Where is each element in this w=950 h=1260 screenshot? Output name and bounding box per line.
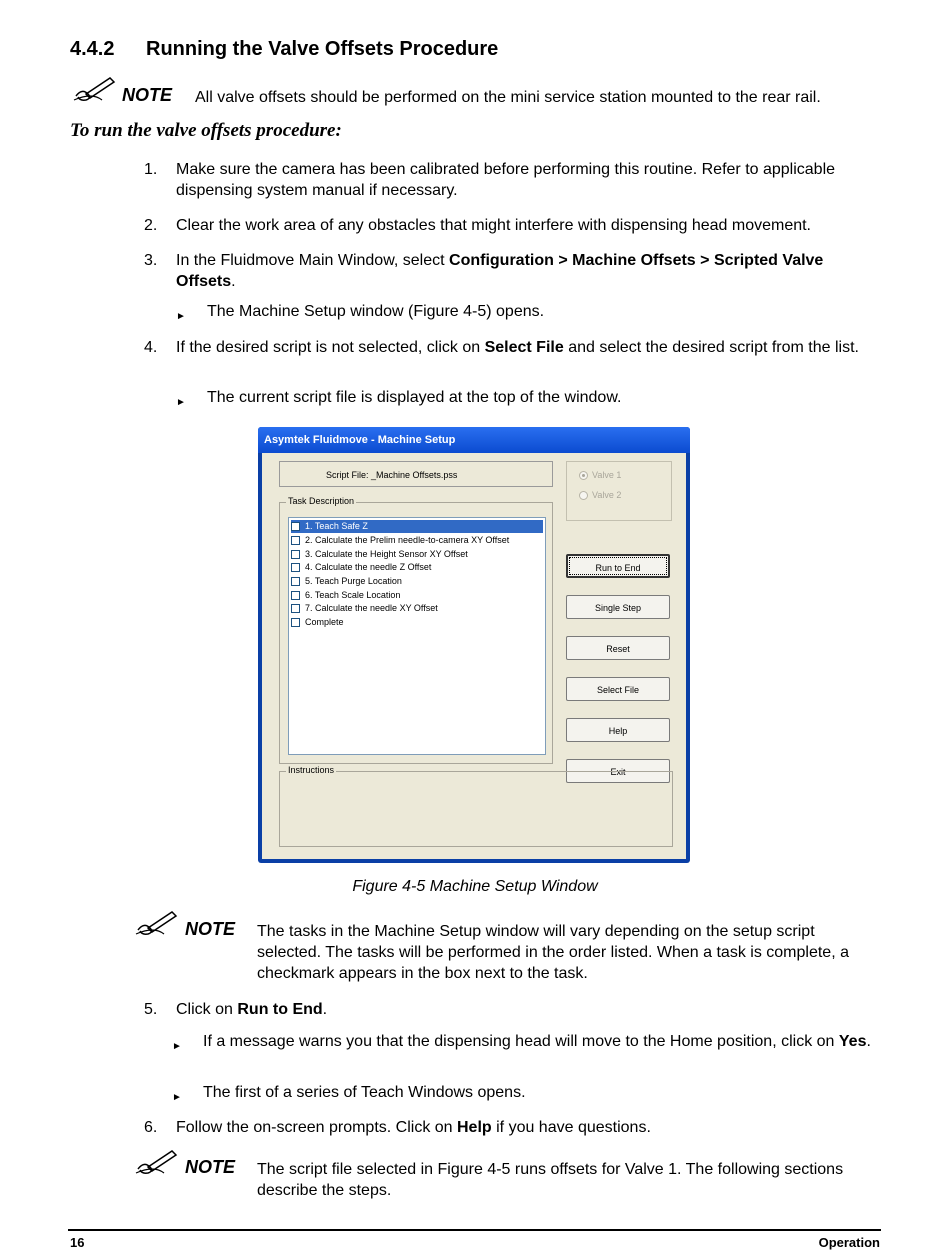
valve-1-label: Valve 1 [592,470,622,480]
task-label: Complete [305,617,344,627]
step-text-part: In the Fluidmove Main Window, select [176,252,450,269]
task-label: 1. Teach Safe Z [305,521,368,531]
step-number: 2. [144,217,158,234]
task-list[interactable] [288,517,546,755]
note-pencil-icon [72,74,118,104]
machine-setup-window [258,427,690,863]
step-number: 1. [144,161,158,178]
step-text [176,250,884,292]
note-text: The tasks in the Machine Setup window will vary depending on the setup script selected. The tasks will be performed in the order listed. When a task is complete, a checkmark appears in the box next to the task. [257,923,849,982]
checkbox-icon[interactable] [291,604,300,613]
checkbox-icon[interactable] [291,536,300,545]
step-1 [144,159,864,201]
section-heading [70,38,498,61]
note-pencil-icon [134,1147,180,1177]
section-number: 4.4.2 [70,38,115,60]
help-button[interactable]: Help [566,718,670,742]
task-item[interactable] [291,575,402,588]
valve-group [566,461,672,521]
select-file-button[interactable]: Select File [566,677,670,701]
note-label: NOTE [122,85,173,105]
step-3-bullet [176,301,876,322]
bullet-arrow-icon: ► [176,397,186,408]
task-label: 5. Teach Purge Location [305,576,402,586]
task-item[interactable] [291,561,431,574]
bullet-text: The Machine Setup window (Figure 4-5) opens. [207,303,545,320]
note-pencil-icon [134,908,180,938]
bullet-arrow-icon: ► [176,311,186,322]
checkbox-icon[interactable] [291,522,300,531]
task-item[interactable] [291,602,438,615]
step-5-bullet-1 [172,1031,872,1052]
help-term: Help [457,1119,492,1136]
step-text-part: and select the desired script from the list. [563,339,859,356]
bullet-text-part: . [866,1033,871,1050]
step-5 [144,999,864,1020]
step-text-part: Click on [176,1001,238,1018]
note-text: The script file selected in Figure 4-5 runs offsets for Valve 1. The following sections describe the steps. [257,1161,844,1199]
bullet-arrow-icon: ► [172,1092,182,1103]
bullet-text [203,1031,872,1052]
valve-2-label: Valve 2 [592,490,622,500]
bullet-text: The current script file is displayed at the top of the window. [207,389,622,406]
script-file-field: Script File: _Machine Offsets.pss [279,461,553,487]
window-title-bar: Asymtek Fluidmove - Machine Setup [258,427,690,453]
task-item[interactable] [291,589,400,602]
step-number: 5. [144,1001,158,1018]
figure-caption: Figure 4-5 Machine Setup Window [352,878,598,895]
step-number: 3. [144,252,158,269]
step-text-part: Follow the on-screen prompts. Click on [176,1119,457,1136]
valve-2-radio[interactable] [579,490,621,500]
select-file-term: Select File [484,339,564,356]
checkbox-icon[interactable] [291,563,300,572]
valve-1-radio[interactable] [579,470,621,480]
note-label: NOTE [185,919,236,939]
step-6 [144,1117,864,1138]
step-text [176,999,864,1020]
task-label: 4. Calculate the needle Z Offset [305,562,432,572]
task-description-group [279,496,553,764]
page-number: 16 [70,1235,85,1250]
procedure-title: To run the valve offsets procedure: [70,120,342,141]
note-label: NOTE [185,1157,236,1177]
step-4 [144,337,864,358]
step-number: 4. [144,339,158,356]
run-to-end-term: Run to End [237,1001,323,1018]
task-label: 7. Calculate the needle XY Offset [305,603,438,613]
step-2 [144,215,884,236]
step-text: Clear the work area of any obstacles that might interfere with dispensing head movement. [176,217,811,234]
task-label: 2. Calculate the Prelim needle-to-camera XY Offset [305,535,510,545]
reset-button[interactable]: Reset [566,636,670,660]
task-item[interactable] [291,548,468,561]
checkbox-icon[interactable] [291,618,300,627]
task-label: 6. Teach Scale Location [305,590,401,600]
instructions-group [279,765,673,847]
exit-button[interactable]: Exit [566,759,670,783]
task-group-label: Task Description [288,496,355,506]
step-4-bullet [176,387,876,408]
checkbox-icon[interactable] [291,550,300,559]
footer-section: Operation [818,1235,880,1250]
bullet-text-part: If a message warns you that the dispensing head will move to the Home position, click on [203,1033,839,1050]
task-item[interactable] [291,616,344,629]
note-text: All valve offsets should be performed on the mini service station mounted to the rear rail. [195,89,821,106]
step-text-part: if you have questions. [491,1119,651,1136]
task-label: 3. Calculate the Height Sensor XY Offset [305,549,468,559]
step-text-part: . [231,273,236,290]
yes-term: Yes [838,1033,867,1050]
step-text-part: If the desired script is not selected, click on [176,339,485,356]
radio-selected-icon [579,471,588,480]
section-title: Running the Valve Offsets Procedure [146,38,499,60]
footer-rule [68,1229,881,1231]
instructions-label: Instructions [288,765,335,775]
run-to-end-button[interactable]: Run to End [566,554,670,578]
single-step-button[interactable]: Single Step [566,595,670,619]
step-text-part: . [322,1001,328,1018]
step-text [176,337,864,358]
radio-icon [579,491,588,500]
task-item[interactable] [291,534,509,547]
menu-path: Configuration > Machine Offsets > Scripted Valve Offsets [176,252,824,290]
checkbox-icon[interactable] [291,591,300,600]
task-item[interactable] [291,520,543,533]
window-body [262,453,686,859]
step-text [176,1117,864,1138]
step-number: 6. [144,1119,158,1136]
bullet-arrow-icon: ► [172,1041,182,1052]
checkbox-icon[interactable] [291,577,300,586]
bullet-text: The first of a series of Teach Windows opens. [203,1084,526,1101]
step-text: Make sure the camera has been calibrated before performing this routine. Refer to applicable dispensing system manual if necessary. [176,161,836,199]
step-5-bullet-2 [172,1082,872,1103]
step-3 [144,250,884,292]
